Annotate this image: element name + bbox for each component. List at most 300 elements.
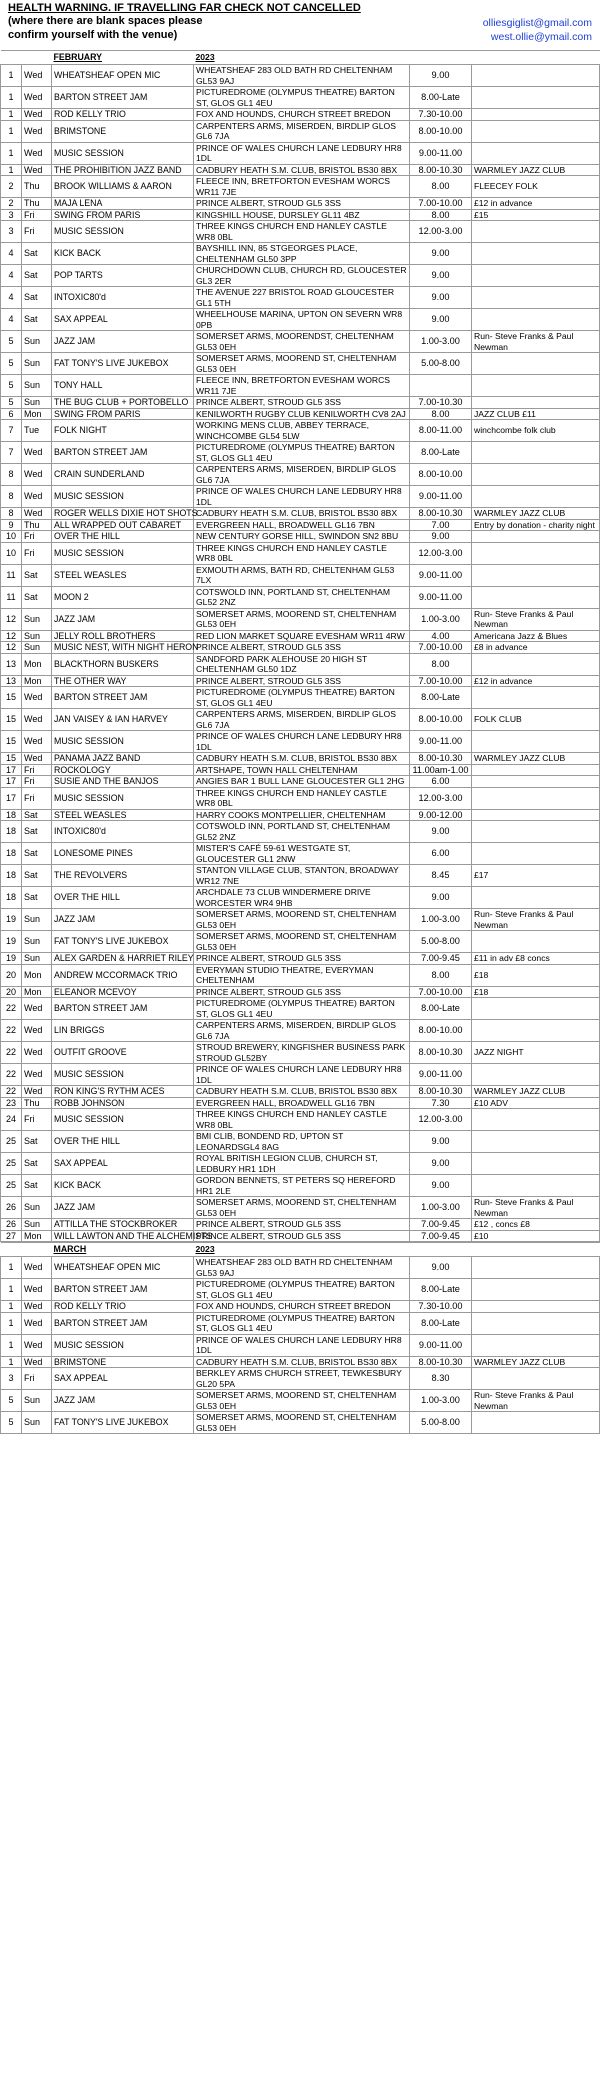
act-cell: POP TARTS [52, 265, 194, 287]
table-row [1, 653, 600, 675]
time-cell: 4.00 [410, 630, 472, 642]
venue-cell: PRINCE OF WALES CHURCH LANE LEDBURY HR8 1DL [194, 731, 410, 753]
notes-cell [472, 142, 600, 164]
time-cell: 8.00-Late [410, 1279, 472, 1301]
act-cell: OUTFIT GROOVE [52, 1042, 194, 1064]
table-row [1, 1175, 600, 1197]
weekday-cell: Sat [22, 809, 52, 821]
act-cell: LONESOME PINES [52, 843, 194, 865]
table-row [1, 1390, 600, 1412]
time-cell: 9.00 [410, 243, 472, 265]
notes-cell: Entry by donation - charity night [472, 519, 600, 531]
time-cell: 6.00 [410, 776, 472, 788]
venue-cell: CADBURY HEATH S.M. CLUB, BRISTOL BS30 8BX [194, 508, 410, 520]
act-cell: ELEANOR MCEVOY [52, 986, 194, 998]
weekday-cell: Wed [22, 142, 52, 164]
weekday-cell: Fri [22, 764, 52, 776]
act-cell: CRAIN SUNDERLAND [52, 464, 194, 486]
day-cell: 19 [1, 953, 22, 965]
time-cell: 8.00-10.00 [410, 120, 472, 142]
day-cell: 3 [1, 221, 22, 243]
day-cell: 5 [1, 375, 22, 397]
day-cell: 15 [1, 687, 22, 709]
weekday-cell: Wed [22, 164, 52, 176]
day-cell: 9 [1, 519, 22, 531]
weekday-cell: Sun [22, 1390, 52, 1412]
notes-cell [472, 109, 600, 121]
venue-cell: SOMERSET ARMS, MOOREND ST, CHELTENHAM GL53 0EH [194, 909, 410, 931]
act-cell: BROOK WILLIAMS & AARON [52, 176, 194, 198]
venue-cell: STROUD BREWERY, KINGFISHER BUSINESS PARK STROUD GL52BY [194, 1042, 410, 1064]
table-row [1, 1020, 600, 1042]
day-cell: 1 [1, 1257, 22, 1279]
notes-cell: WARMLEY JAZZ CLUB [472, 1356, 600, 1368]
notes-cell [472, 1064, 600, 1086]
notes-cell [472, 221, 600, 243]
time-cell: 9.00 [410, 531, 472, 543]
table-row [1, 564, 600, 586]
table-row [1, 531, 600, 543]
notes-cell: FLEECEY FOLK [472, 176, 600, 198]
time-cell: 9.00 [410, 821, 472, 843]
weekday-cell: Sun [22, 953, 52, 965]
venue-cell: CADBURY HEATH S.M. CLUB, BRISTOL BS30 8BX [194, 164, 410, 176]
venue-cell: BAYSHILL INN, 85 STGEORGES PLACE, CHELTENHAM GL50 3PP [194, 243, 410, 265]
venue-cell: FOX AND HOUNDS, CHURCH STREET BREDON [194, 109, 410, 121]
venue-cell: PICTUREDROME (OLYMPUS THEATRE) BARTON ST, GLOS GL1 4EU [194, 687, 410, 709]
day-cell: 11 [1, 564, 22, 586]
act-cell: JAN VAISEY & IAN HARVEY [52, 709, 194, 731]
notes-cell [472, 843, 600, 865]
act-cell: BRIMSTONE [52, 120, 194, 142]
venue-cell: PICTUREDROME (OLYMPUS THEATRE) BARTON ST, GLOS GL1 4EU [194, 87, 410, 109]
table-row [1, 630, 600, 642]
venue-cell: ROYAL BRITISH LEGION CLUB, CHURCH ST, LEDBURY HR1 1DH [194, 1153, 410, 1175]
act-cell: WILL LAWTON AND THE ALCHEMISTS [52, 1230, 194, 1242]
time-cell: 9.00-11.00 [410, 486, 472, 508]
day-cell: 4 [1, 309, 22, 331]
table-row [1, 353, 600, 375]
table-row [1, 986, 600, 998]
act-cell: MUSIC SESSION [52, 787, 194, 809]
time-cell: 9.00-11.00 [410, 142, 472, 164]
weekday-cell: Wed [22, 120, 52, 142]
day-cell: 12 [1, 642, 22, 654]
day-cell: 1 [1, 120, 22, 142]
time-cell: 7.00-9.45 [410, 953, 472, 965]
table-row [1, 1097, 600, 1109]
day-cell: 12 [1, 608, 22, 630]
act-cell: RON KING'S RYTHM ACES [52, 1086, 194, 1098]
venue-cell: COTSWOLD INN, PORTLAND ST, CHELTENHAM GL52 2NZ [194, 586, 410, 608]
time-cell: 9.00-12.00 [410, 809, 472, 821]
day-cell: 17 [1, 776, 22, 788]
day-cell: 15 [1, 731, 22, 753]
venue-cell: PRINCE OF WALES CHURCH LANE LEDBURY HR8 1DL [194, 486, 410, 508]
notes-cell: £15 [472, 209, 600, 221]
weekday-cell: Fri [22, 1109, 52, 1131]
weekday-cell: Sun [22, 353, 52, 375]
day-cell: 4 [1, 243, 22, 265]
time-cell: 7.30-10.00 [410, 1301, 472, 1313]
time-cell: 7.00-9.45 [410, 1219, 472, 1231]
act-cell: SWING FROM PARIS [52, 209, 194, 221]
time-cell: 12.00-3.00 [410, 542, 472, 564]
weekday-cell: Sat [22, 843, 52, 865]
time-cell: 7.30 [410, 1097, 472, 1109]
day-cell: 10 [1, 542, 22, 564]
weekday-cell: Wed [22, 464, 52, 486]
day-cell: 1 [1, 164, 22, 176]
notes-cell: £18 [472, 986, 600, 998]
notes-cell [472, 1175, 600, 1197]
day-cell: 1 [1, 109, 22, 121]
table-row [1, 464, 600, 486]
table-row [1, 331, 600, 353]
act-cell: STEEL WEASLES [52, 564, 194, 586]
venue-cell: ARTSHAPE, TOWN HALL CHELTENHAM [194, 764, 410, 776]
act-cell: BRIMSTONE [52, 1356, 194, 1368]
notes-cell [472, 1279, 600, 1301]
notes-cell: Run- Steve Franks & Paul Newman [472, 1197, 600, 1219]
day-cell: 5 [1, 397, 22, 409]
weekday-cell: Wed [22, 1334, 52, 1356]
notes-cell [472, 464, 600, 486]
notes-cell [472, 486, 600, 508]
email-link-primary[interactable]: olliesgiglist@gmail.com [482, 17, 592, 29]
table-row [1, 519, 600, 531]
notes-cell [472, 1334, 600, 1356]
weekday-cell: Wed [22, 87, 52, 109]
time-cell: 9.00-11.00 [410, 586, 472, 608]
venue-cell: FLEECE INN, BRETFORTON EVESHAM WORCS WR11 7JE [194, 176, 410, 198]
day-cell: 17 [1, 787, 22, 809]
time-cell: 8.30 [410, 1368, 472, 1390]
table-row [1, 1301, 600, 1313]
weekday-cell: Sun [22, 375, 52, 397]
time-cell: 8.00-Late [410, 442, 472, 464]
weekday-cell: Wed [22, 998, 52, 1020]
venue-cell: SANDFORD PARK ALEHOUSE 20 HIGH ST CHELTENHAM GL50 1DZ [194, 653, 410, 675]
time-cell: 8.00-10.00 [410, 709, 472, 731]
notes-cell [472, 764, 600, 776]
venue-cell: SOMERSET ARMS, MOOREND ST, CHELTENHAM GL53 0EH [194, 1412, 410, 1434]
act-cell: SAX APPEAL [52, 1153, 194, 1175]
weekday-cell: Wed [22, 1356, 52, 1368]
table-row [1, 964, 600, 986]
venue-cell: WHEATSHEAF 283 OLD BATH RD CHELTENHAM GL53 9AJ [194, 1257, 410, 1279]
notes-cell [472, 397, 600, 409]
day-cell: 22 [1, 1086, 22, 1098]
notes-cell: FOLK CLUB [472, 709, 600, 731]
venue-cell: PICTUREDROME (OLYMPUS THEATRE) BARTON ST, GLOS GL1 4EU [194, 442, 410, 464]
table-row [1, 508, 600, 520]
act-cell: ALEX GARDEN & HARRIET RILEY [52, 953, 194, 965]
table-row [1, 776, 600, 788]
notes-cell: £18 [472, 964, 600, 986]
venue-cell: PICTUREDROME (OLYMPUS THEATRE) BARTON ST, GLOS GL1 4EU [194, 1279, 410, 1301]
day-cell: 8 [1, 464, 22, 486]
venue-cell: WHEELHOUSE MARINA, UPTON ON SEVERN WR8 0PB [194, 309, 410, 331]
weekday-cell: Sun [22, 630, 52, 642]
table-row [1, 243, 600, 265]
notes-cell [472, 809, 600, 821]
notes-cell [472, 1368, 600, 1390]
weekday-cell: Sun [22, 1412, 52, 1434]
day-cell: 1 [1, 1301, 22, 1313]
table-row [1, 1334, 600, 1356]
weekday-cell: Thu [22, 198, 52, 210]
table-row [1, 821, 600, 843]
weekday-cell: Sat [22, 564, 52, 586]
weekday-cell: Fri [22, 531, 52, 543]
time-cell: 1.00-3.00 [410, 331, 472, 353]
table-row [1, 843, 600, 865]
weekday-cell: Sun [22, 331, 52, 353]
day-cell: 15 [1, 709, 22, 731]
table-row [1, 909, 600, 931]
gig-tables [0, 50, 600, 1434]
notes-cell: £8 in advance [472, 642, 600, 654]
act-cell: MUSIC SESSION [52, 142, 194, 164]
day-cell: 23 [1, 1097, 22, 1109]
time-cell: 12.00-3.00 [410, 787, 472, 809]
table-row [1, 265, 600, 287]
notes-cell [472, 243, 600, 265]
day-cell: 22 [1, 1042, 22, 1064]
time-cell: 9.00-11.00 [410, 731, 472, 753]
table-row [1, 675, 600, 687]
act-cell: LIN BRIGGS [52, 1020, 194, 1042]
notes-cell: Run- Steve Franks & Paul Newman [472, 909, 600, 931]
act-cell: JAZZ JAM [52, 608, 194, 630]
table-row [1, 542, 600, 564]
act-cell: MUSIC SESSION [52, 1109, 194, 1131]
day-cell: 1 [1, 87, 22, 109]
venue-cell: EVERYMAN STUDIO THEATRE, EVERYMAN CHELTENHAM [194, 964, 410, 986]
notes-cell: WARMLEY JAZZ CLUB [472, 753, 600, 765]
day-cell: 22 [1, 998, 22, 1020]
venue-cell: WORKING MENS CLUB, ABBEY TERRACE, WINCHCOMBE GL54 5LW [194, 420, 410, 442]
notes-cell [472, 731, 600, 753]
weekday-cell: Thu [22, 176, 52, 198]
day-cell: 1 [1, 1356, 22, 1368]
time-cell: 9.00-11.00 [410, 1334, 472, 1356]
venue-cell: KENILWORTH RUGBY CLUB KENILWORTH CV8 2AJ [194, 408, 410, 420]
act-cell: THE BUG CLUB + PORTOBELLO [52, 397, 194, 409]
act-cell: TONY HALL [52, 375, 194, 397]
venue-cell: PRINCE ALBERT, STROUD GL5 3SS [194, 1219, 410, 1231]
table-row [1, 953, 600, 965]
act-cell: MUSIC NEST, WITH NIGHT HERON [52, 642, 194, 654]
health-warning: HEALTH WARNING. IF TRAVELLING FAR CHECK NOT CANCELLED [8, 2, 361, 14]
notes-cell [472, 586, 600, 608]
table-row [1, 1064, 600, 1086]
weekday-cell: Fri [22, 221, 52, 243]
weekday-cell: Sun [22, 931, 52, 953]
act-cell: KICK BACK [52, 1175, 194, 1197]
gig-table-february [0, 50, 600, 1242]
weekday-cell: Wed [22, 753, 52, 765]
time-cell: 1.00-3.00 [410, 1390, 472, 1412]
day-cell: 13 [1, 675, 22, 687]
time-cell: 7.00-10.00 [410, 642, 472, 654]
weekday-cell: Sat [22, 309, 52, 331]
time-cell: 8.00-10.00 [410, 1020, 472, 1042]
month-year: 2023 [194, 1243, 410, 1257]
table-row [1, 65, 600, 87]
time-cell: 7.30-10.00 [410, 109, 472, 121]
weekday-cell: Sun [22, 608, 52, 630]
weekday-cell: Wed [22, 1279, 52, 1301]
notes-cell [472, 353, 600, 375]
venue-cell: PRINCE ALBERT, STROUD GL5 3SS [194, 642, 410, 654]
act-cell: MUSIC SESSION [52, 731, 194, 753]
venue-cell: PICTUREDROME (OLYMPUS THEATRE) BARTON ST, GLOS GL1 4EU [194, 1312, 410, 1334]
weekday-cell: Fri [22, 1368, 52, 1390]
act-cell: FAT TONY'S LIVE JUKEBOX [52, 931, 194, 953]
table-row [1, 87, 600, 109]
day-cell: 1 [1, 65, 22, 87]
day-cell: 25 [1, 1131, 22, 1153]
time-cell: 8.00-10.30 [410, 164, 472, 176]
table-row [1, 1153, 600, 1175]
month-name: MARCH [52, 1243, 194, 1257]
notes-cell [472, 265, 600, 287]
act-cell: MUSIC SESSION [52, 542, 194, 564]
venue-cell: EVERGREEN HALL, BROADWELL GL16 7BN [194, 519, 410, 531]
table-row [1, 408, 600, 420]
notes-cell [472, 1412, 600, 1434]
venue-cell: THREE KINGS CHURCH END HANLEY CASTLE WR8 0BL [194, 542, 410, 564]
weekday-cell: Fri [22, 787, 52, 809]
weekday-cell: Wed [22, 508, 52, 520]
weekday-cell: Wed [22, 1086, 52, 1098]
day-cell: 26 [1, 1197, 22, 1219]
time-cell: 8.00-Late [410, 687, 472, 709]
act-cell: ROD KELLY TRIO [52, 109, 194, 121]
day-cell: 17 [1, 764, 22, 776]
notes-cell [472, 1109, 600, 1131]
weekday-cell: Thu [22, 1097, 52, 1109]
day-cell: 24 [1, 1109, 22, 1131]
notes-cell [472, 375, 600, 397]
act-cell: INTOXIC80'd [52, 821, 194, 843]
act-cell: ROCKOLOGY [52, 764, 194, 776]
act-cell: SWING FROM PARIS [52, 408, 194, 420]
table-row [1, 687, 600, 709]
time-cell: 5.00-8.00 [410, 1412, 472, 1434]
time-cell: 12.00-3.00 [410, 221, 472, 243]
act-cell: SUSIE AND THE BANJOS [52, 776, 194, 788]
day-cell: 18 [1, 843, 22, 865]
notes-cell [472, 687, 600, 709]
weekday-cell: Sat [22, 821, 52, 843]
time-cell: 7.00-9.45 [410, 1230, 472, 1242]
venue-cell: PICTUREDROME (OLYMPUS THEATRE) BARTON ST, GLOS GL1 4EU [194, 998, 410, 1020]
day-cell: 11 [1, 586, 22, 608]
weekday-cell: Sat [22, 243, 52, 265]
notes-cell: £12 in advance [472, 675, 600, 687]
venue-cell: BERKLEY ARMS CHURCH STREET, TEWKESBURY GL20 5PA [194, 1368, 410, 1390]
month-header-row [1, 51, 600, 65]
day-cell: 3 [1, 1368, 22, 1390]
venue-cell: PRINCE ALBERT, STROUD GL5 3SS [194, 953, 410, 965]
notes-cell: Americana Jazz & Blues [472, 630, 600, 642]
weekday-cell: Sun [22, 909, 52, 931]
notes-cell [472, 1301, 600, 1313]
table-row [1, 287, 600, 309]
venue-cell: NEW CENTURY GORSE HILL, SWINDON SN2 8BU [194, 531, 410, 543]
time-cell [410, 375, 472, 397]
venue-cell: MISTER'S CAFÉ 59-61 WESTGATE ST, GLOUCESTER GL1 2NW [194, 843, 410, 865]
notes-cell [472, 1153, 600, 1175]
time-cell: 9.00 [410, 287, 472, 309]
act-cell: ATTILLA THE STOCKBROKER [52, 1219, 194, 1231]
warning-note-line1: (where there are blank spaces please [8, 15, 203, 27]
day-cell: 25 [1, 1175, 22, 1197]
table-row [1, 787, 600, 809]
table-row [1, 1219, 600, 1231]
weekday-cell: Sat [22, 586, 52, 608]
weekday-cell: Thu [22, 519, 52, 531]
time-cell: 8.00 [410, 964, 472, 986]
act-cell: OVER THE HILL [52, 1131, 194, 1153]
day-cell: 8 [1, 486, 22, 508]
day-cell: 3 [1, 209, 22, 221]
venue-cell: CARPENTERS ARMS, MISERDEN, BIRDLIP GLOS GL6 7JA [194, 709, 410, 731]
notes-cell: £10 [472, 1230, 600, 1242]
notes-cell: WARMLEY JAZZ CLUB [472, 508, 600, 520]
act-cell: OVER THE HILL [52, 887, 194, 909]
time-cell: 5.00-8.00 [410, 931, 472, 953]
table-row [1, 198, 600, 210]
venue-cell: COTSWOLD INN, PORTLAND ST, CHELTENHAM GL52 2NZ [194, 821, 410, 843]
venue-cell: RED LION MARKET SQUARE EVESHAM WR11 4RW [194, 630, 410, 642]
day-cell: 26 [1, 1219, 22, 1231]
time-cell: 9.00-11.00 [410, 1064, 472, 1086]
table-row [1, 731, 600, 753]
notes-cell [472, 287, 600, 309]
weekday-cell: Sun [22, 642, 52, 654]
day-cell: 6 [1, 408, 22, 420]
weekday-cell: Fri [22, 776, 52, 788]
act-cell: BARTON STREET JAM [52, 1279, 194, 1301]
gig-table-march [0, 1242, 600, 1434]
notes-cell [472, 931, 600, 953]
time-cell: 7.00-10.00 [410, 675, 472, 687]
table-row [1, 753, 600, 765]
weekday-cell: Mon [22, 408, 52, 420]
act-cell: MUSIC SESSION [52, 486, 194, 508]
weekday-cell: Wed [22, 1020, 52, 1042]
time-cell: 8.00-10.30 [410, 753, 472, 765]
day-cell: 18 [1, 887, 22, 909]
day-cell: 5 [1, 331, 22, 353]
weekday-cell: Wed [22, 442, 52, 464]
act-cell: PANAMA JAZZ BAND [52, 753, 194, 765]
table-row [1, 642, 600, 654]
weekday-cell: Wed [22, 731, 52, 753]
act-cell: STEEL WEASLES [52, 809, 194, 821]
notes-cell: £11 in adv £8 concs [472, 953, 600, 965]
notes-cell: winchcombe folk club [472, 420, 600, 442]
table-row [1, 1257, 600, 1279]
day-cell: 1 [1, 1312, 22, 1334]
email-link-secondary[interactable]: west.ollie@ymail.com [490, 31, 592, 43]
venue-cell: FOX AND HOUNDS, CHURCH STREET BREDON [194, 1301, 410, 1313]
time-cell: 8.00-Late [410, 1312, 472, 1334]
